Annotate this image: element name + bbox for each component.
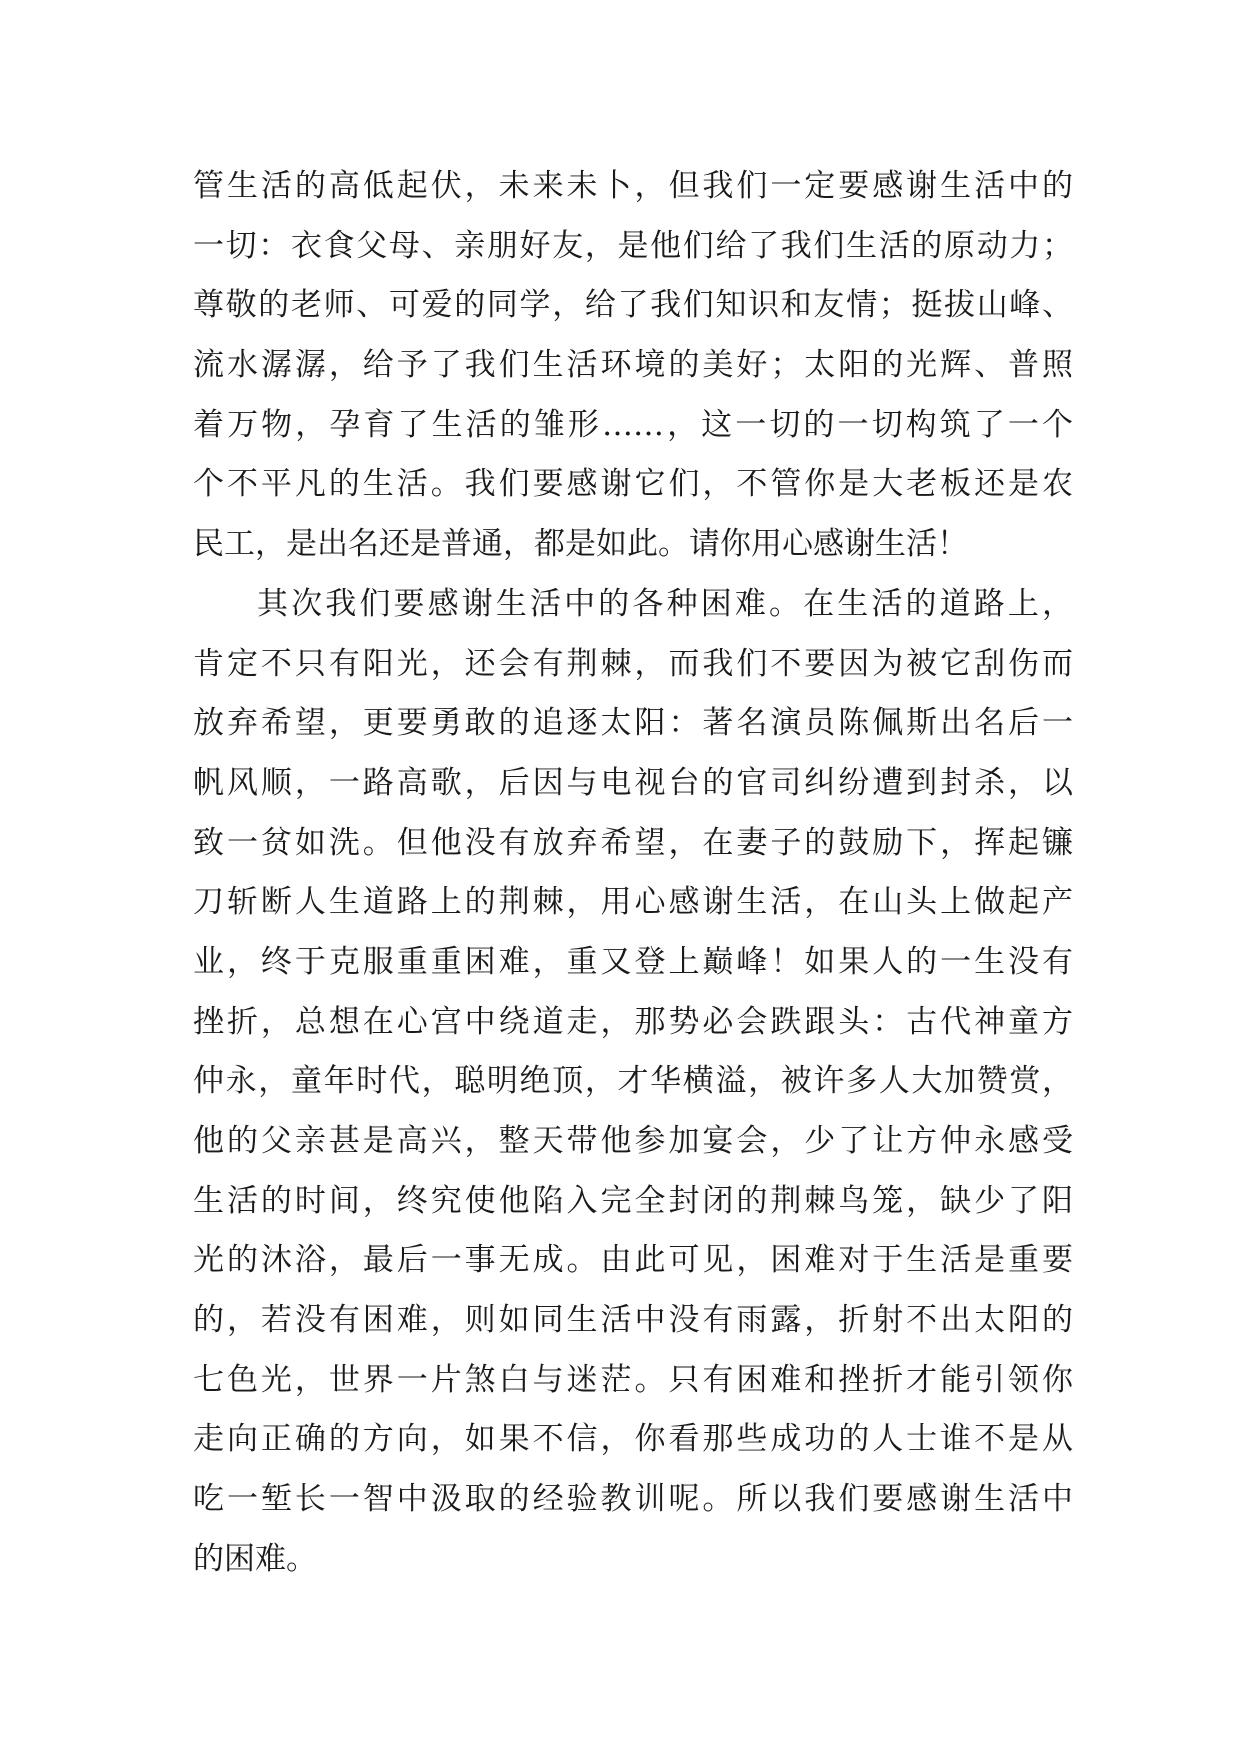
text-line: 着万物，孕育了生活的雏形……，这一切的一切构筑了一个 bbox=[193, 406, 1073, 443]
text-line: 其次我们要感谢生活中的各种困难。在生活的道路上， bbox=[257, 585, 1073, 622]
paragraph-2 bbox=[193, 575, 1073, 1590]
paragraph-1 bbox=[193, 157, 1073, 575]
text-line: 吃一堑长一智中汲取的经验教训呢。所以我们要感谢生活中 bbox=[193, 1481, 1073, 1518]
text-line: 刀斩断人生道路上的荆棘，用心感谢生活，在山头上做起产 bbox=[193, 884, 1073, 921]
text-line: 个不平凡的生活。我们要感谢它们，不管你是大老板还是农 bbox=[193, 466, 1073, 503]
text-line: 业，终于克服重重困难，重又登上巅峰！如果人的一生没有 bbox=[193, 943, 1073, 980]
text-line: 的困难。 bbox=[193, 1540, 317, 1577]
text-line: 仲永，童年时代，聪明绝顶，才华横溢，被许多人大加赞赏， bbox=[193, 1063, 1073, 1100]
text-line: 放弃希望，更要勇敢的追逐太阳：著名演员陈佩斯出名后一 bbox=[193, 705, 1073, 742]
text-line: 民工，是出名还是普通，都是如此。请你用心感谢生活！ bbox=[193, 526, 968, 563]
text-line: 生活的时间，终究使他陷入完全封闭的荆棘鸟笼，缺少了阳 bbox=[193, 1182, 1073, 1219]
body-text bbox=[193, 157, 1073, 1590]
text-line: 尊敬的老师、可爱的同学，给了我们知识和友情；挺拔山峰、 bbox=[193, 287, 1073, 324]
text-line: 管生活的高低起伏，未来未卜，但我们一定要感谢生活中的 bbox=[193, 168, 1073, 204]
text-line: 挫折，总想在心宫中绕道走，那势必会跌跟头：古代神童方 bbox=[193, 1003, 1073, 1040]
text-line: 致一贫如洗。但他没有放弃希望，在妻子的鼓励下，挥起镰 bbox=[193, 824, 1073, 861]
text-line: 他的父亲甚是高兴，整天带他参加宴会，少了让方仲永感受 bbox=[193, 1123, 1073, 1159]
text-line: 肯定不只有阳光，还会有荆棘，而我们不要因为被它刮伤而 bbox=[193, 645, 1073, 682]
text-line: 七色光，世界一片煞白与迷茫。只有困难和挫折才能引领你 bbox=[193, 1361, 1073, 1398]
text-line: 帆风顺，一路高歌，后因与电视台的官司纠纷遭到封杀，以 bbox=[193, 764, 1073, 801]
text-line: 光的沐浴，最后一事无成。由此可见，困难对于生活是重要 bbox=[193, 1242, 1073, 1279]
text-line: 一切：衣食父母、亲朋好友，是他们给了我们生活的原动力； bbox=[193, 227, 1073, 264]
text-line: 走向正确的方向，如果不信，你看那些成功的人士谁不是从 bbox=[193, 1421, 1073, 1458]
text-line: 的，若没有困难，则如同生活中没有雨露，折射不出太阳的 bbox=[193, 1302, 1073, 1339]
text-line: 流水潺潺，给予了我们生活环境的美好；太阳的光辉、普照 bbox=[193, 347, 1073, 384]
